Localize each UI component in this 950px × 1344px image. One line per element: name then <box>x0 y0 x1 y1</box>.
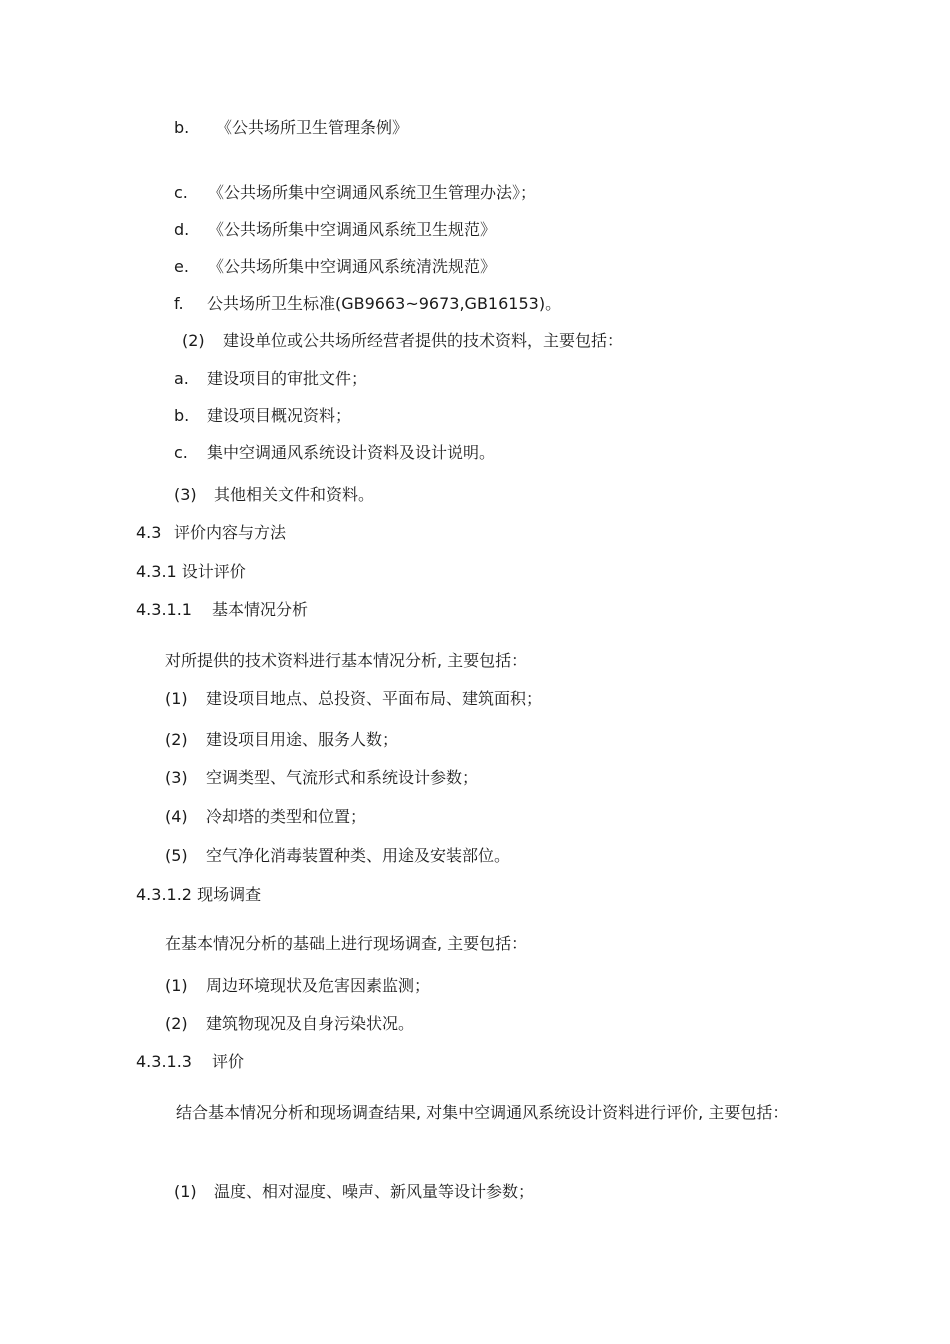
list-marker: (5) <box>165 846 188 865</box>
list-marker: c. <box>174 443 188 462</box>
list-marker: (1) <box>165 976 188 995</box>
list-text: 建设项目地点、总投资、平面布局、建筑面积； <box>206 689 543 708</box>
list-marker: c. <box>174 183 188 202</box>
list-marker: e. <box>174 257 189 276</box>
list-text: 其他相关文件和资料。 <box>214 485 375 504</box>
list-marker: (1) <box>174 1182 197 1201</box>
list-text: 《公共场所集中空调通风系统清洗规范》 <box>208 257 497 276</box>
section-number: 4.3.1.1 <box>136 600 192 619</box>
list-text: 公共场所卫生标准(GB9663~9673,GB16153)。 <box>207 294 562 313</box>
section-title: 基本情况分析 <box>212 600 309 619</box>
list-text: 建设单位或公共场所经营者提供的技术资料，主要包括： <box>223 331 624 350</box>
list-text: 空气净化消毒装置种类、用途及安装部位。 <box>206 846 511 865</box>
list-text: 集中空调通风系统设计资料及设计说明。 <box>207 443 496 462</box>
list-text: 建设项目用途、服务人数； <box>206 730 399 749</box>
list-text: 建设项目的审批文件； <box>207 369 368 388</box>
section-title: 评价内容与方法 <box>174 523 287 542</box>
list-text: 《公共场所集中空调通风系统卫生管理办法》； <box>208 183 537 202</box>
list-text: 《公共场所卫生管理条例》 <box>216 118 409 137</box>
list-marker: (3) <box>174 485 197 504</box>
list-marker: (2) <box>165 730 188 749</box>
list-marker: b. <box>174 406 190 425</box>
list-text: 建设项目概况资料； <box>207 406 352 425</box>
list-marker: a. <box>174 369 189 388</box>
list-text: 周边环境现状及危害因素监测； <box>206 976 431 995</box>
intro-text: 对所提供的技术资料进行基本情况分析, 主要包括： <box>165 651 528 670</box>
section-title: 4.3.1 设计评价 <box>136 562 246 581</box>
list-marker: (3) <box>165 768 188 787</box>
list-text: 空调类型、气流形式和系统设计参数； <box>206 768 479 787</box>
list-text: 《公共场所集中空调通风系统卫生规范》 <box>208 220 497 239</box>
list-marker: d. <box>174 220 190 239</box>
section-number: 4.3 <box>136 523 162 542</box>
section-title: 评价 <box>212 1052 245 1071</box>
list-marker: (2) <box>165 1014 188 1033</box>
list-text: 冷却塔的类型和位置； <box>206 807 367 826</box>
list-marker: (2) <box>182 331 205 350</box>
list-marker: b. <box>174 118 190 137</box>
body-paragraph: 结合基本情况分析和现场调查结果, 对集中空调通风系统设计资料进行评价, 主要包括： <box>176 1103 789 1122</box>
intro-text: 在基本情况分析的基础上进行现场调查, 主要包括： <box>165 934 528 953</box>
section-number: 4.3.1.3 <box>136 1052 192 1071</box>
list-text: 温度、相对湿度、噪声、新风量等设计参数； <box>214 1182 535 1201</box>
section-title: 4.3.1.2 现场调查 <box>136 885 262 904</box>
list-marker: (1) <box>165 689 188 708</box>
list-marker: f. <box>174 294 184 313</box>
list-marker: (4) <box>165 807 188 826</box>
list-text: 建筑物现况及自身污染状况。 <box>206 1014 415 1033</box>
